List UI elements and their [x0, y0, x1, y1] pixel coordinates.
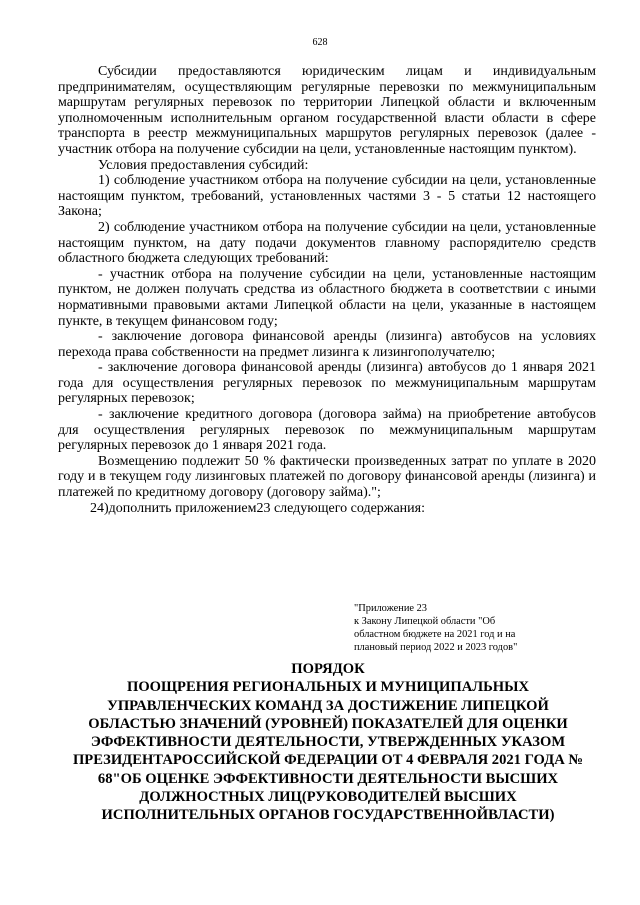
paragraph-condition-2: 2) соблюдение участником отбора на получение субсидии на цели, установленные настоящим пунктом, на дату подачи документов главному распорядителю средств областного бюджета следующих требований: [58, 219, 596, 267]
paragraph-conditions-intro: Условия предоставления субсидий: [98, 157, 309, 173]
paragraph-requirement-no-other-funds: - участник отбора на получение субсидии на цели, установленные настоящим пунктом, не должен получать средства из областного бюджета в соответствии с иными нормативными правовыми актами Липецкой области на цели, указанные в настоящем пункте, в текущем финансовом году; [58, 266, 596, 329]
heading-line: ПОРЯДОК [291, 661, 365, 677]
heading-line: 68"ОБ ОЦЕНКЕ ЭФФЕКТИВНОСТИ ДЕЯТЕЛЬНОСТИ ВЫСШИХ [97, 770, 559, 787]
document-body [58, 64, 596, 516]
heading-line: ЭФФЕКТИВНОСТИ ДЕЯТЕЛЬНОСТИ, УТВЕРЖДЕННЫХ УКАЗОМ [90, 734, 566, 751]
paragraph-requirement-leasing-ownership: - заключение договора финансовой аренды (лизинга) автобусов на условиях перехода права собственности на предмет лизинга к лизингополучателю; [58, 329, 596, 360]
appendix-line: к Закону Липецкой области "Об [354, 616, 496, 627]
paragraph-reimbursement: Возмещению подлежит 50 % фактически произведенных затрат по уплате в 2020 году и в текущем году лизинговых платежей по договору финансовой аренды (лизинга) и платежей по кредитному договору (договору займа)."; [58, 453, 596, 501]
appendix-line: плановый период 2022 и 2023 годов" [354, 642, 518, 653]
heading-line: ОБЛАСТЬЮ ЗНАЧЕНИЙ (УРОВНЕЙ) ПОКАЗАТЕЛЕЙ ДЛЯ ОЦЕНКИ [88, 715, 568, 732]
heading-line: ДОЛЖНОСТНЫХ ЛИЦ(РУКОВОДИТЕЛЕЙ ВЫСШИХ [139, 789, 517, 806]
heading-line: ПРЕЗИДЕНТАРОССИЙСКОЙ ФЕДЕРАЦИИ ОТ 4 ФЕВРАЛЯ 2021 ГОДА № [72, 752, 584, 769]
paragraph-condition-1: 1) соблюдение участником отбора на получение субсидии на цели, установленные настоящим пунктом, требований, установленных частями 3 - 5 статьи 12 настоящего Закона; [58, 173, 596, 220]
paragraph-requirement-credit: - заключение кредитного договора (договора займа) на приобретение автобусов для осуществления регулярных перевозок по межмуниципальным маршрутам регулярных перевозок до 1 января 2021 года. [58, 407, 596, 454]
page-number: 628 [312, 37, 328, 48]
appendix-line: областном бюджете на 2021 год и на [354, 629, 516, 640]
procedure-heading [58, 660, 598, 825]
heading-line: ПООЩРЕНИЯ РЕГИОНАЛЬНЫХ И МУНИЦИПАЛЬНЫХ [126, 679, 530, 696]
paragraph-requirement-leasing-date: - заключение договора финансовой аренды (лизинга) автобусов до 1 января 2021 года для осуществления регулярных перевозок по межмуниципальным маршрутам регулярных перевозок; [58, 360, 596, 407]
appendix-reference [354, 602, 584, 654]
heading-line: ИСПОЛНИТЕЛЬНЫХ ОРГАНОВ ГОСУДАРСТВЕННОЙВЛАСТИ) [101, 807, 555, 824]
appendix-line: "Приложение 23 [354, 603, 427, 614]
paragraph-item-24: 24)дополнить приложением23 следующего содержания: [90, 500, 425, 516]
heading-line: УПРАВЛЕНЧЕСКИХ КОМАНД ЗА ДОСТИЖЕНИЕ ЛИПЕЦКОЙ [107, 697, 549, 714]
paragraph-subsidy-recipients: Субсидии предоставляются юридическим лицам и индивидуальным предпринимателям, осуществляющим регулярные перевозки по межмуниципальным маршрутам регулярных перевозок по территории Липецкой области и включенным уполномоченным исполнительным органом государственной власти области в сфере транспорта в реестр межмуниципальных маршрутов регулярных перевозок (далее - участник отбора на получение субсидии на цели, установленные настоящим пунктом). [58, 64, 596, 157]
